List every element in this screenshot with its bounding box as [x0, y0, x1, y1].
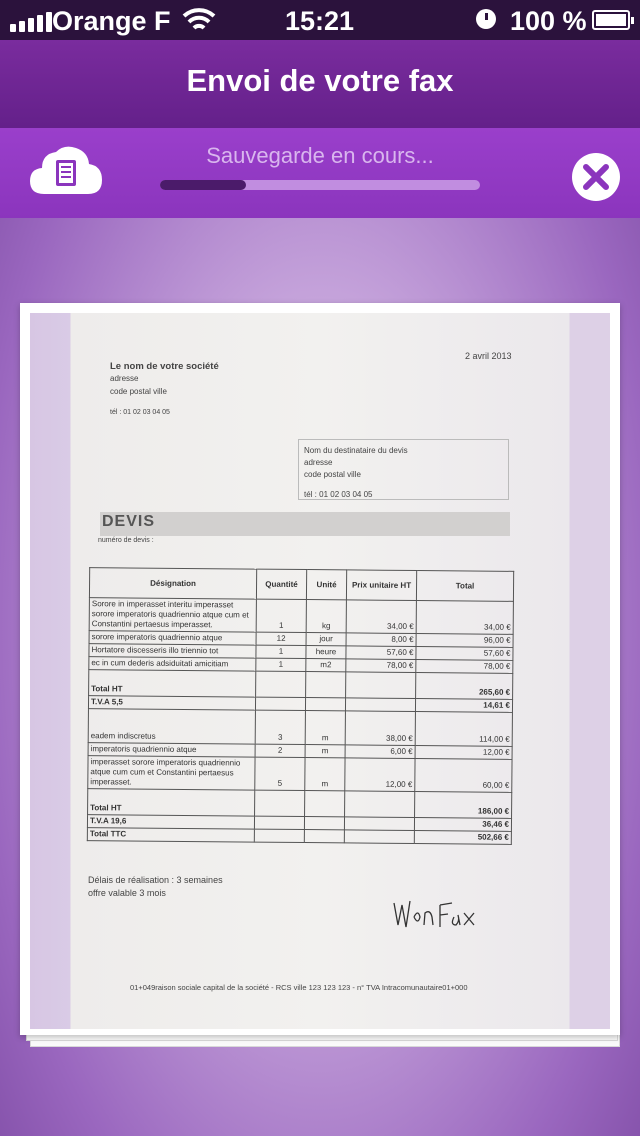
- item-total: 34,00 €: [416, 601, 513, 635]
- column-header: Prix unitaire HT: [346, 570, 416, 601]
- cancel-button[interactable]: [572, 153, 620, 201]
- sender-city: code postal ville: [110, 387, 167, 396]
- total-ht-value: 265,60 €: [416, 673, 513, 700]
- total-ttc-label: Total TTC: [87, 828, 254, 842]
- recipient-city: code postal ville: [304, 470, 361, 479]
- item-total: 78,00 €: [416, 660, 513, 674]
- item-unit: m2: [306, 659, 346, 672]
- column-header: Quantité: [256, 569, 306, 599]
- column-header: Désignation: [89, 568, 256, 599]
- item-quantity: 1: [256, 658, 306, 671]
- total-ht-value: 186,00 €: [415, 792, 512, 819]
- item-quantity: 5: [255, 757, 305, 790]
- item-unit: m: [305, 711, 345, 745]
- recipient-address: adresse: [304, 458, 333, 467]
- column-header: Unité: [306, 570, 346, 600]
- item-total: 12,00 €: [415, 746, 512, 760]
- document-footer: 01+049raison sociale capital de la société - RCS ville 123 123 123 - n° TVA Intracomunautaire01+000: [130, 983, 468, 992]
- item-unit-price: 38,00 €: [345, 711, 415, 746]
- sender-phone: tél : 01 02 03 04 05: [110, 409, 170, 416]
- recipient-name: Nom du destinataire du devis: [304, 446, 408, 455]
- item-unit-price: 12,00 €: [345, 758, 415, 792]
- orientation-lock-icon: [476, 9, 496, 29]
- total-ht-label: Total HT: [89, 670, 256, 697]
- item-unit-price: 6,00 €: [345, 745, 415, 759]
- item-unit: heure: [306, 646, 346, 659]
- item-quantity: 1: [256, 645, 306, 658]
- progress-label: Sauvegarde en cours...: [206, 143, 434, 168]
- page-title: Envoi de votre fax: [0, 40, 640, 128]
- item-unit-price: 78,00 €: [346, 659, 416, 673]
- quote-document: [68, 313, 570, 1029]
- item-total: 57,60 €: [416, 647, 513, 661]
- item-unit: kg: [306, 600, 346, 633]
- quote-number-label: numéro de devis :: [98, 537, 154, 544]
- document-date: 2 avril 2013: [465, 351, 512, 361]
- tva-value: 36,46 €: [414, 818, 511, 832]
- status-time: 15:21: [285, 6, 355, 36]
- delivery-delay: Délais de réalisation : 3 semaines: [88, 875, 223, 885]
- offer-validity: offre valable 3 mois: [88, 888, 166, 898]
- item-unit-price: 57,60 €: [346, 646, 416, 660]
- item-designation: imperatoris quadriennio atque: [88, 743, 255, 757]
- wifi-icon: [182, 7, 216, 33]
- item-total: 96,00 €: [416, 634, 513, 648]
- item-unit: jour: [306, 633, 346, 646]
- cloud-document-icon: [28, 144, 104, 196]
- subtotal-row: [88, 789, 512, 819]
- total-ht-label: Total HT: [88, 789, 255, 816]
- devis-title: DEVIS: [102, 513, 156, 530]
- item-designation: imperasset sorore imperatoris quadriennio atque cum cum et Constantini pertaesus imperasset.: [88, 756, 255, 790]
- table-row: [89, 598, 513, 635]
- item-designation: Sorore in imperasset interitu imperasset sorore imperatoris quadriennio atque cum et Constantini pertaesus imperasset.: [89, 598, 256, 632]
- battery-icon: [592, 10, 630, 30]
- item-total: 114,00 €: [415, 712, 512, 747]
- total-ttc-value: 502,66 €: [414, 831, 511, 845]
- close-icon: [572, 153, 620, 201]
- sender-name: Le nom de votre société: [110, 361, 219, 372]
- progress-track: [160, 180, 480, 190]
- table-row: [88, 756, 512, 793]
- status-bar: [0, 0, 640, 40]
- item-designation: ec in cum dederis adsiduitati amicitiam: [89, 657, 256, 671]
- sender-address: adresse: [110, 374, 139, 383]
- signature-image: [390, 895, 480, 935]
- subtotal-row: [89, 670, 513, 700]
- recipient-phone: tél : 01 02 03 04 05: [304, 490, 373, 499]
- item-designation: Hortatore discesseris illo triennio tot: [89, 644, 256, 658]
- item-total: 60,00 €: [415, 759, 512, 793]
- tva-label: T.V.A 19,6: [87, 815, 254, 829]
- column-header: Total: [416, 571, 513, 602]
- fax-document-frame[interactable]: [20, 303, 620, 1035]
- signal-icon: [10, 12, 52, 32]
- quote-table: [87, 567, 513, 845]
- devis-title-band: [100, 512, 510, 536]
- carrier-name: Orange F: [52, 6, 171, 36]
- item-unit: m: [305, 758, 345, 791]
- battery-percentage: 100 %: [510, 6, 587, 36]
- item-designation: eadem indiscretus: [88, 709, 255, 744]
- item-quantity: 2: [255, 744, 305, 757]
- item-unit-price: 8,00 €: [346, 633, 416, 647]
- table-row: [88, 709, 512, 747]
- item-quantity: 3: [255, 710, 305, 744]
- fax-preview: [20, 303, 620, 1047]
- progress-fill: [160, 180, 246, 190]
- item-designation: sorore imperatoris quadriennio atque: [89, 631, 256, 645]
- tva-label: T.V.A 5,5: [88, 696, 255, 710]
- item-quantity: 12: [256, 632, 306, 645]
- table-header-row: [89, 568, 513, 602]
- fax-document-photo: [30, 313, 610, 1029]
- tva-value: 14,61 €: [415, 699, 512, 713]
- item-unit: m: [305, 745, 345, 758]
- item-quantity: 1: [256, 599, 306, 632]
- item-unit-price: 34,00 €: [346, 600, 416, 634]
- total-ttc-row: [87, 828, 511, 845]
